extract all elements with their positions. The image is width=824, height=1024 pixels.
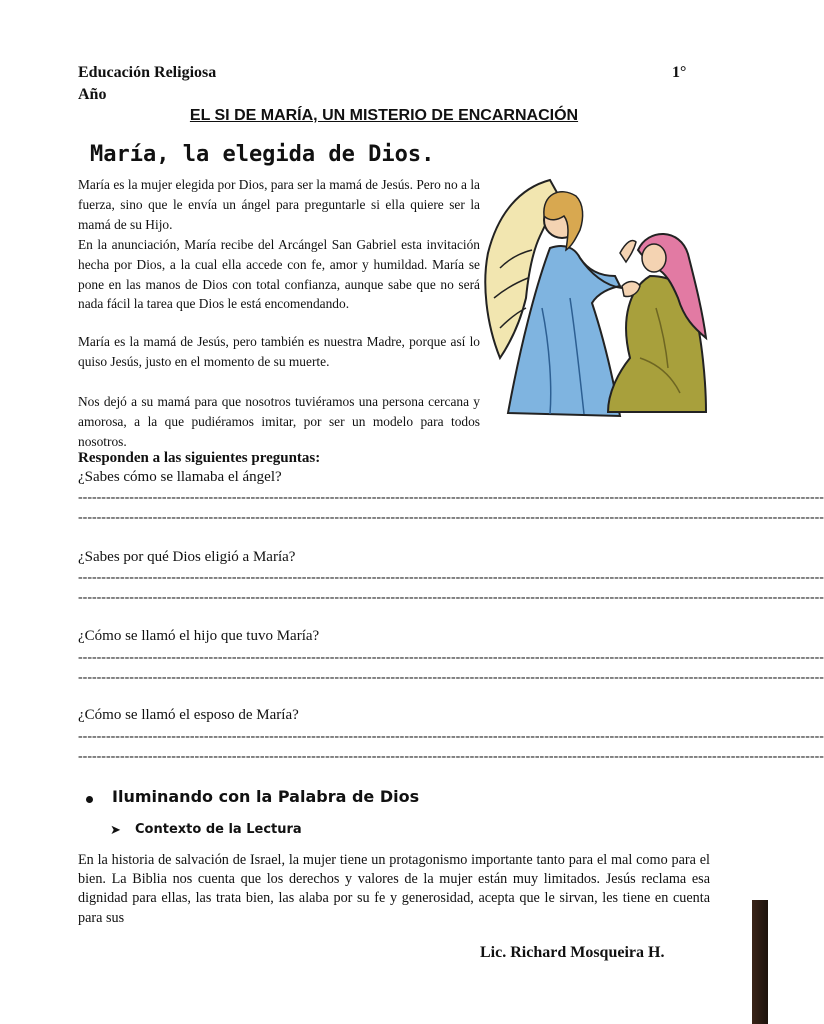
paragraph-1: María es la mujer elegida por Dios, para ser la mamá de Jesús. Pero no a la fuerza, sino que le envía un ángel para preguntarle si ella quiere ser la mamá de su Hijo. xyxy=(78,177,480,232)
arrow-bullet-icon: ➤ xyxy=(110,822,121,837)
answer-line-2b[interactable]: ---------------------------------------------------------------------------------------------------------------------------------------------------------------- xyxy=(78,590,824,605)
bullet-dot-icon xyxy=(86,796,93,803)
answer-line-4b[interactable]: ---------------------------------------------------------------------------------------------------------------------------------------------------------------- xyxy=(78,749,824,764)
paragraph-2: En la anunciación, María recibe del Arcángel San Gabriel esta invitación hecha por Dios, a la cual ella accede con fe, amor y humildad. María se pone en las manos de Dios con total confianza, aunque sabe que no será nada fácil la tarea que Dios le está encomendando. xyxy=(78,237,480,312)
subsection-title: Contexto de la Lectura xyxy=(135,822,302,837)
page-title xyxy=(0,107,768,125)
mary-face xyxy=(642,244,666,272)
answer-line-2a[interactable]: ---------------------------------------------------------------------------------------------------------------------------------------------------------------- xyxy=(78,570,824,585)
page-edge-shadow xyxy=(752,900,768,1024)
answer-line-3a[interactable]: ---------------------------------------------------------------------------------------------------------------------------------------------------------------- xyxy=(78,650,824,665)
question-3: ¿Cómo se llamó el hijo que tuvo María? xyxy=(78,628,320,644)
paragraph-4: Nos dejó a su mamá para que nosotros tuviéramos una persona cercana y amorosa, a la que pudiéramos imitar, por ser un modelo para todos nosotros. xyxy=(78,394,480,449)
subject-label: Educación Religiosa xyxy=(78,64,217,81)
answer-line-3b[interactable]: ---------------------------------------------------------------------------------------------------------------------------------------------------------------- xyxy=(78,670,824,685)
answer-line-4a[interactable]: ---------------------------------------------------------------------------------------------------------------------------------------------------------------- xyxy=(78,729,824,744)
paragraph-3: María es la mamá de Jesús, pero también es nuestra Madre, porque así lo quiso Jesús, justo en el momento de su muerte. xyxy=(78,334,480,369)
question-4: ¿Cómo se llamó el esposo de María? xyxy=(78,707,299,723)
page-title-text: EL SI DE MARÍA, UN MISTERIO DE ENCARNACIÓN xyxy=(189,107,579,124)
answer-line-1b[interactable]: ---------------------------------------------------------------------------------------------------------------------------------------------------------------- xyxy=(78,510,824,525)
question-2: ¿Sabes por qué Dios eligió a María? xyxy=(78,549,296,565)
annunciation-illustration xyxy=(480,158,715,422)
question-1: ¿Sabes cómo se llamaba el ángel? xyxy=(78,469,282,485)
context-paragraph: En la historia de salvación de Israel, la mujer tiene un protagonismo importante tanto para el mal como para el bien. La Biblia nos cuenta que los derechos y valores de la mujer están muy limitados. Jesús reclama esa dignidad para ellas, las trata bien, las alaba por su fe y generosidad, acepta que le sirvan, les tiene en cuenta para sus xyxy=(78,852,710,926)
questions-heading: Responden a las siguientes preguntas: xyxy=(78,450,321,466)
section-bullet-title: Iluminando con la Palabra de Dios xyxy=(112,787,420,806)
signature: Lic. Richard Mosqueira H. xyxy=(480,944,665,961)
grade-number: 1° xyxy=(672,64,687,81)
grade-word: Año xyxy=(78,86,107,103)
section-heading: María, la elegida de Dios. xyxy=(90,142,435,167)
answer-line-1a[interactable]: ---------------------------------------------------------------------------------------------------------------------------------------------------------------- xyxy=(78,490,824,505)
